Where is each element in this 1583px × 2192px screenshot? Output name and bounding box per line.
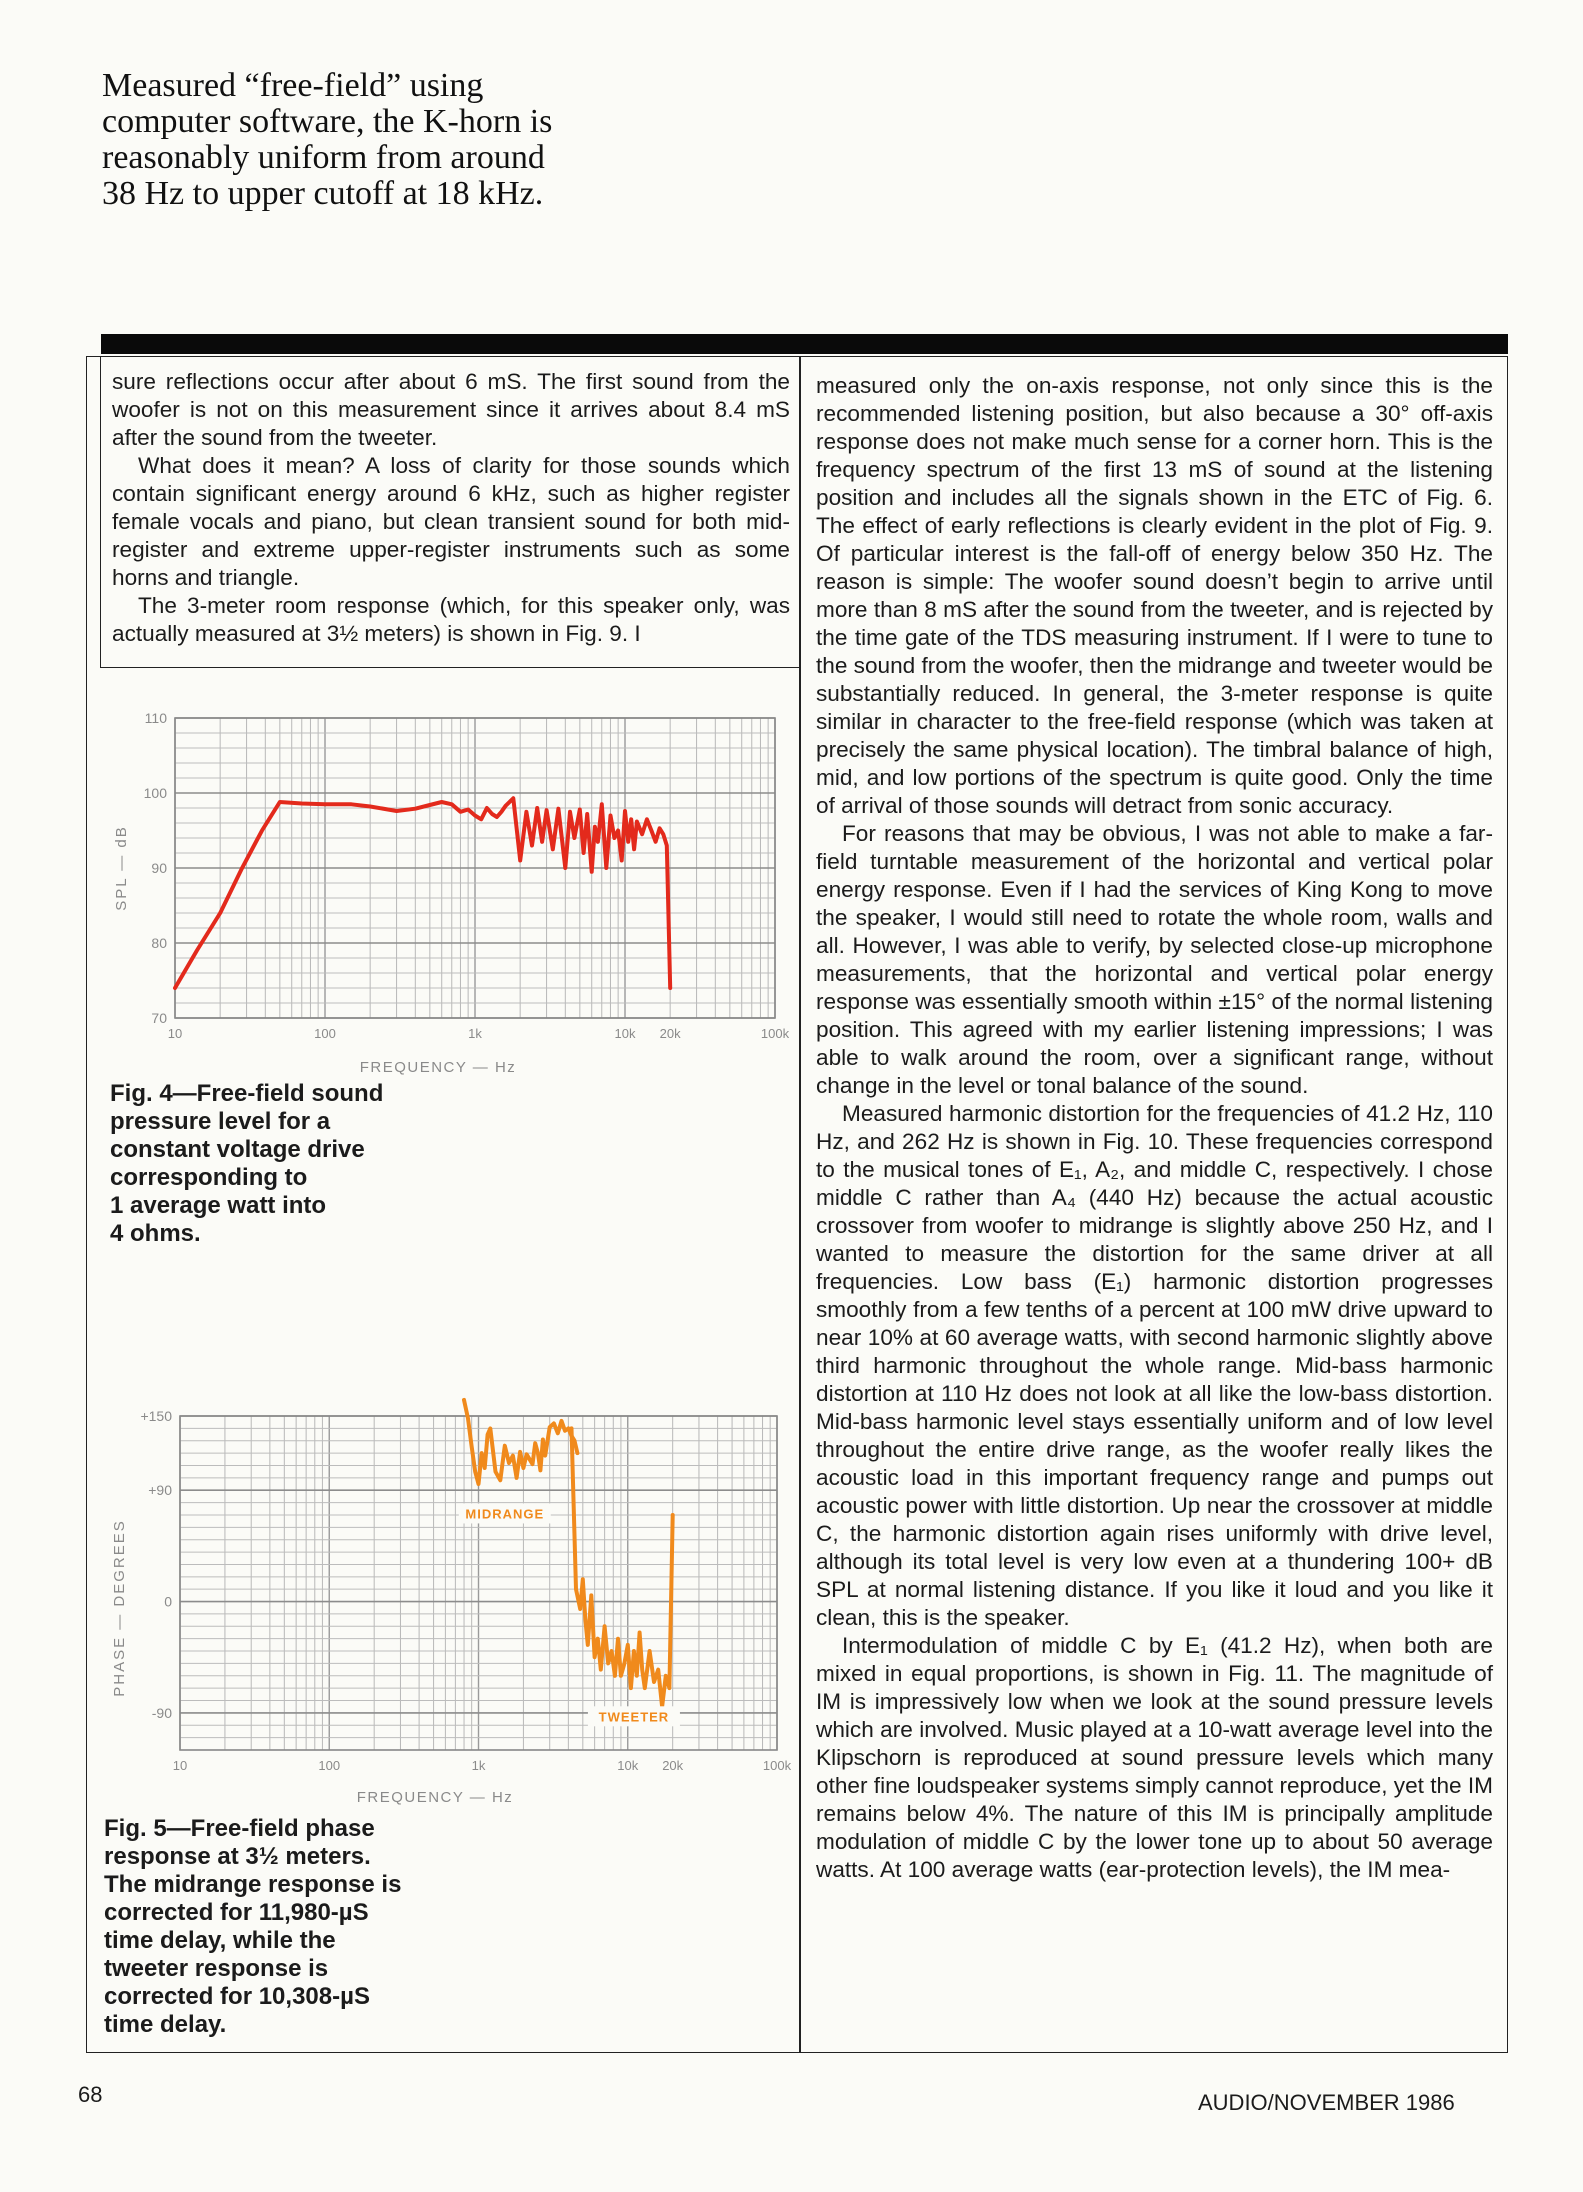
y-tick-label: 70 — [151, 1010, 167, 1026]
grid — [175, 718, 775, 1018]
x-axis-label: FREQUENCY — Hz — [359, 1059, 517, 1076]
paragraph: measured only the on-axis response, not only since this is the recommended listening position, but also because a 30° off-axis response does not make much sense for a corner horn. This is the frequency spectrum of the first 13 mS of sound at the listening position and includes all the signals shown in the ETC of Fig. 6. The effect of early reflections is clearly evident in the plot of Fig. 9. Of particular interest is the fall-off of energy below 350 Hz. The reason is simple: The woofer sound doesn’t begin to arrive until more than 8 mS after the sound from the tweeter, and is rejected by the time gate of the TDS measuring instrument. If I were to tune to the sound from the woofer, then the midrange and tweeter would be substantially reduced. In general, the 3-meter response is quite similar in character to the free-field response (which was taken at precisely the same physical location). The timbral balance of high, mid, and low portions of the spectrum is quite good. Only the time of arrival of those sounds will detract from sonic accuracy. — [816, 373, 1493, 818]
paragraph: Intermodulation of middle C by E₁ (41.2 Hz), when both are mixed in equal proportions, is shown in Fig. 11. The magnitude of IM is impressively low when we look at the sound pressure levels which are involved. Music played at a 10-watt average level into the Klipschorn is reproduced at sound pressure levels which many other fine loudspeaker systems simply cannot reproduce, yet the IM remains below 4%. The nature of this IM is principally amplitude modulation of middle C by the lower tone up to about 50 average watts. At 100 average watts (ear-protection levels), the IM mea- — [816, 1633, 1493, 1882]
series-line — [464, 1400, 577, 1484]
x-axis-label: FREQUENCY — Hz — [356, 1789, 514, 1806]
paragraph: What does it mean? A loss of clarity for those sounds which contain significant energy around 6 kHz, such as higher register female vocals and piano, but clean transient sound for both mid-register and extreme upper-register instruments such as some horns and triangle. — [112, 453, 790, 590]
paragraph: Measured harmonic distortion for the frequencies of 41.2 Hz, 110 Hz, and 262 Hz is shown in Fig. 10. These frequencies correspond to the musical tones of E₁, A₂, and middle C, respectively. I chose middle C rather than A₄ (440 Hz) because the actual acoustic crossover from woofer to midrange is slightly above 250 Hz, and I wanted to measure the distortion for the same driver at all frequencies. Low bass (E₁) harmonic distortion progresses smoothly from a few tenths of a percent at 100 mW drive upward to near 10% at 60 average watts, with second harmonic slightly above third harmonic throughout the whole range. Mid-bass harmonic distortion at 110 Hz does not look at all like the low-bass distortion. Mid-bass harmonic level stays essentially uniform and of low level throughout the entire drive range, as the woofer really likes the acoustic load in this important frequency range and pumps out acoustic power with little distortion. Up near the crossover at middle C, the harmonic distortion again rises uniformly with drive level, although its total level is very low even at a thundering 100+ dB SPL at normal listening distance. If you like it loud and you like it clean, this is the speaker. — [816, 1101, 1493, 1630]
pull-quote: Measured “free-field” using computer software, the K-horn is reasonably uniform from around 38 Hz to upper cutoff at 18 kHz. — [102, 67, 553, 212]
series-line — [572, 1428, 673, 1706]
fig5-phase-chart — [100, 1378, 800, 1810]
x-tick-label: 100 — [318, 1758, 341, 1773]
x-tick-label: 1k — [468, 1026, 482, 1041]
x-tick-label: 10k — [614, 1026, 636, 1041]
x-tick-label: 20k — [662, 1758, 684, 1773]
x-tick-label: 100 — [314, 1026, 336, 1041]
y-tick-label: +90 — [148, 1482, 172, 1499]
top-rule — [101, 334, 1508, 354]
fig4-spl-chart — [100, 690, 800, 1080]
y-axis-label: PHASE — DEGREES — [111, 1519, 128, 1697]
paragraph: For reasons that may be obvious, I was not able to make a far-field turntable measurement of the horizontal and vertical polar energy response. Even if I had the services of King Kong to move the speaker, I would still need to rotate the whole room, walls and all. However, I was able to verify, by selected close-up microphone measurements, that the horizontal and vertical polar energy response was essentially smooth within ±15° of the normal listening position. This agreed with my earlier listening impressions; I was able to walk around the room, over a significant range, without change in the level or tonal balance of the sound. — [816, 821, 1493, 1098]
x-tick-label: 10k — [617, 1758, 639, 1773]
y-tick-label: 0 — [164, 1593, 172, 1610]
left-column-text — [112, 368, 790, 648]
fig4-caption: Fig. 4—Free-field sound pressure level for a constant voltage drive corresponding to 1 average watt into 4 ohms. — [110, 1080, 384, 1247]
x-tick-label: 100k — [762, 1758, 792, 1773]
fig5-caption: Fig. 5—Free-field phase response at 3½ meters. The midrange response is corrected for 11,980-µS time delay, while the tweeter response is corrected for 10,308-µS time delay. — [104, 1815, 402, 2038]
y-tick-label: 100 — [143, 785, 167, 801]
y-tick-label: -90 — [151, 1704, 172, 1721]
x-tick-label: 100k — [760, 1026, 790, 1041]
y-axis-label: SPL — dB — [113, 825, 130, 911]
y-tick-label: 90 — [151, 860, 167, 876]
series-label: MIDRANGE — [465, 1506, 545, 1522]
page-number: 68 — [78, 2082, 103, 2107]
right-column-text — [816, 372, 1493, 1884]
fig4-chart-svg — [100, 690, 800, 1080]
paragraph: sure reflections occur after about 6 mS. The first sound from the woofer is not on this measurement since it arrives about 8.4 mS after the sound from the tweeter. — [112, 369, 790, 450]
y-tick-label: +150 — [140, 1408, 172, 1424]
series-label: TWEETER — [598, 1709, 670, 1725]
x-tick-label: 1k — [471, 1758, 486, 1773]
x-tick-label: 10 — [172, 1758, 188, 1773]
running-footer: AUDIO/NOVEMBER 1986 — [1198, 2090, 1455, 2115]
x-tick-label: 10 — [167, 1026, 183, 1041]
fig5-chart-svg — [100, 1378, 800, 1810]
y-tick-label: 110 — [144, 710, 167, 726]
y-tick-label: 80 — [151, 935, 167, 951]
paragraph: The 3-meter room response (which, for this speaker only, was actually measured at 3½ meters) is shown in Fig. 9. I — [112, 593, 790, 646]
series-line — [175, 798, 670, 988]
x-tick-label: 20k — [659, 1026, 681, 1041]
